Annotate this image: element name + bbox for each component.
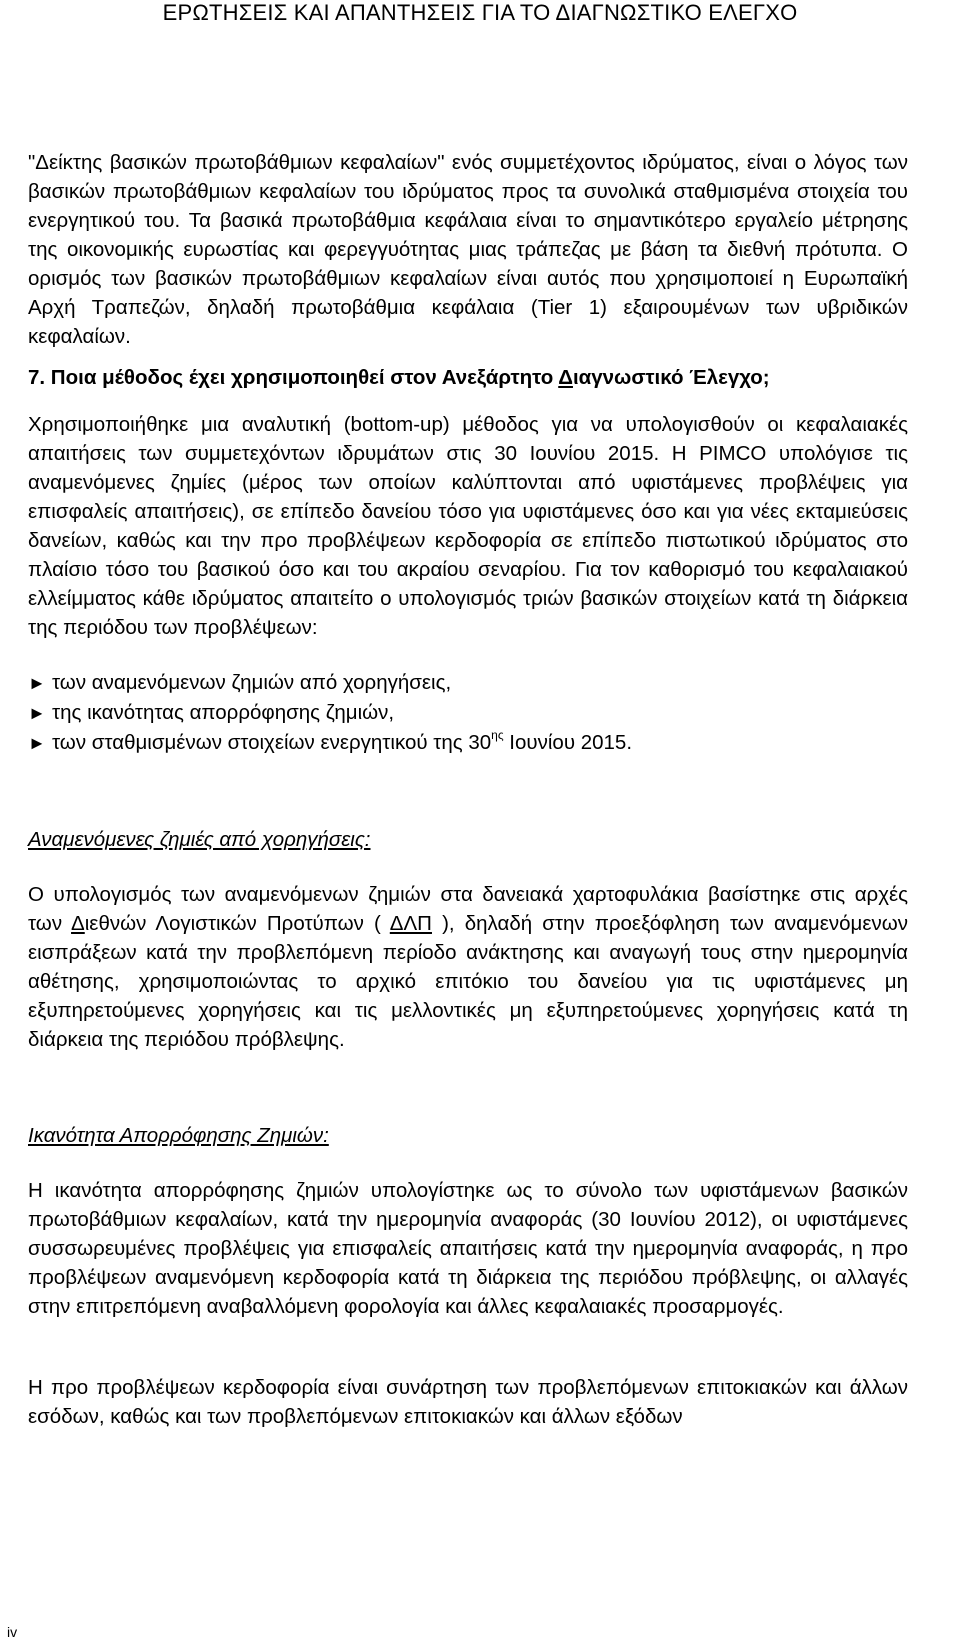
paragraph-underlined-text: Δ [71,912,85,935]
bullet-text: των αναμενόμενων ζημιών από χορηγήσεις, [52,671,452,694]
question-text-underlined: Δ [558,366,573,389]
section-heading-loss-absorption: Ικανότητα Απορρόφησης Ζημιών: [28,1124,329,1147]
paragraph-text: Ο υπολογισμός των αναμενόμενων ζημιών στα δανειακά χαρτοφυλάκια βασίστηκε στις αρχές των [28,883,908,935]
triangle-bullet-icon: ► [28,733,46,753]
paragraph-underlined-text: ΔΛΠ [389,912,432,935]
question-heading [28,363,908,392]
bullet-list [28,668,908,758]
page-header-title: ΕΡΩΤΗΣΕΙΣ ΚΑΙ ΑΠΑΝΤΗΣΕΙΣ ΓΙΑ ΤΟ ΔΙΑΓΝΩΣΤΙΚΟ ΕΛΕΓΧΟ [162,0,798,25]
list-item [28,698,908,728]
list-item [28,668,908,698]
triangle-bullet-icon: ► [28,703,46,723]
expected-losses-paragraph [28,880,908,1054]
list-item [28,728,908,758]
answer-paragraph: Χρησιμοποιήθηκε μια αναλυτική (bottom-up) μέθοδος για να υπολογισθούν οι κεφαλαιακές απαιτήσεις των συμμετεχόντων ιδρυμάτων στις 30 Ιουνίου 2015. Η PIMCO υπολόγισε τις αναμενόμενες ζημίες (μέρος των οποίων καλύπτονται από υφιστάμενες προβλέψεις για επισφαλείς απαιτήσεις), σε επίπεδο δανείου τόσο για υφιστάμενες όσο και για νέες εκταμιεύσεις δανείων, καθώς και την προ προβλέψεων κερδοφορία σε επίπεδο πιστωτικού ιδρύματος στο πλαίσιο τόσο του βασικού όσο και του ακραίου σεναρίου. Για τον καθορισμό του κεφαλαιακού ελλείμματος κάθε ιδρύματος απαιτείτο ο υπολογισμός τριών βασικών στοιχείων κατά τη διάρκεια της περιόδου των προβλέψεων: [28,413,908,639]
bullet-text-tail: Ιουνίου 2015. [503,731,633,754]
paragraph-text: ), δηλαδή στην προεξόφληση των αναμενόμενων εισπράξεων κατά την προβλεπόμενη περίοδο ανάκτησης και αναγωγή τους στην ημερομηνία αθέτησης, χρησιμοποιώντας το αρχικό επιτόκιο του δανείου για τις υφιστάμενες μη εξυπηρετούμενες χορηγήσεις και τις μελλοντικές μη εξυπηρετούμενες χορηγήσεις κατά τη διάρκεια της περιόδου πρόβλεψης. [28,912,908,1051]
question-text-end: ιαγνωστικό Έλεγχο; [572,366,770,389]
bullet-text: των σταθμισμένων στοιχείων ενεργητικού της 30 [52,731,492,754]
loss-absorption-paragraph: Η ικανότητα απορρόφησης ζημιών υπολογίστηκε ως το σύνολο των υφιστάμενων βασικών πρωτοβάθμιων κεφαλαίων, κατά την ημερομηνία αναφοράς (30 Ιουνίου 2012), οι υφιστάμενες συσσωρευμένες προβλέψεις για επισφαλείς απαιτήσεις κατά την ημερομηνία αναφοράς, η προ προβλέψεων αναμενόμενη κερδοφορία κατά τη διάρκεια της περιόδου πρόβλεψης, οι αλλαγές στην επιτρεπόμενη αναβαλλόμενη φορολογία και άλλες κεφαλαιακές προσαρμογές. [28,1179,908,1318]
ordinal-superscript: ης [491,728,504,742]
page-header [0,0,960,26]
intro-paragraph: "Δείκτης βασικών πρωτοβάθμιων κεφαλαίων" ενός συμμετέχοντος ιδρύματος, είναι ο λόγος των βασικών πρωτοβάθμιων κεφαλαίων του ιδρύματος προς τα συνολικά σταθμισμένα στοιχεία του ενεργητικού του. Τα βασικά πρωτοβάθμια κεφάλαια είναι το σημαντικότερο εργαλείο μέτρησης της οικονομικής ευρωστίας και φερεγγυότητας μιας τράπεζας με βάση τα διεθνή πρότυπα. Ο ορισμός των βασικών πρωτοβάθμιων κεφαλαίων είναι αυτός που χρησιμοποιεί η Ευρωπαϊκή Αρχή Τραπεζών, δηλαδή πρωτοβάθμια κεφάλαια (Tier 1) εξαιρουμένων των υβριδικών κεφαλαίων. [28,151,908,348]
question-text-start: 7. Ποια μέθοδος έχει χρησιμοποιηθεί στον Ανεξάρτητο [28,366,559,389]
paragraph-text: ιεθνών Λογιστικών Προτύπων ( [84,912,390,935]
bullet-text: της ικανότητας απορρόφησης ζημιών, [52,701,395,724]
section-heading-expected-losses: Αναμενόμενες ζημιές από χορηγήσεις: [28,828,371,851]
page-number: iv [7,1624,18,1640]
document-body [28,148,908,1431]
closing-paragraph: Η προ προβλέψεων κερδοφορία είναι συνάρτηση των προβλεπόμενων επιτοκιακών και άλλων εσόδων, καθώς και των προβλεπόμενων επιτοκιακών και άλλων εξόδων [28,1376,908,1428]
triangle-bullet-icon: ► [28,673,46,693]
